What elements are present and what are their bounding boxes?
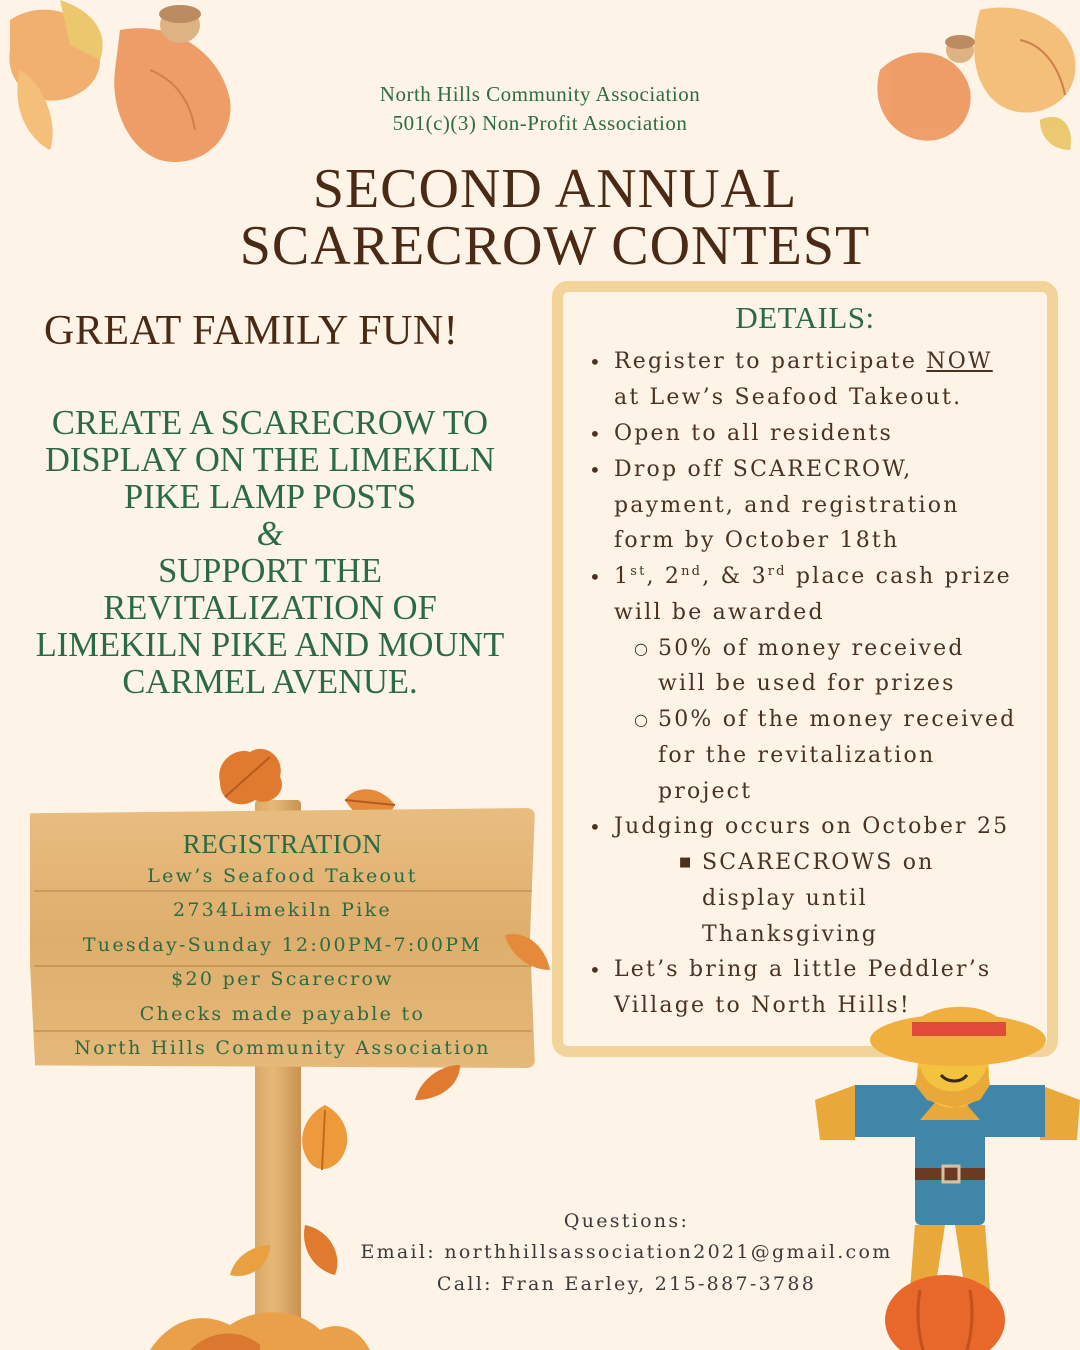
create-line: CREATE A SCARECROW TO xyxy=(51,404,489,442)
bullet-dot: • xyxy=(589,350,603,374)
create-line: SUPPORT THE xyxy=(158,552,382,590)
detail-text: will be used for prizes xyxy=(658,671,956,696)
organization-type: 501(c)(3) Non-Profit Association xyxy=(392,111,688,135)
create-line: DISPLAY ON THE LIMEKILN xyxy=(44,441,496,479)
tagline: GREAT FAMILY FUN! xyxy=(44,308,459,354)
oak-leaf-icon xyxy=(290,1100,360,1175)
subdetail-revitalization: 50% of the money received xyxy=(658,707,1017,732)
square-bullet: ■ xyxy=(679,855,694,870)
detail-peddlers: Let’s bring a little Peddler’s xyxy=(614,957,992,982)
subdetail-prizes: 50% of money received xyxy=(658,636,965,661)
now-underlined: NOW xyxy=(926,349,993,374)
detail-text: at Lew’s Seafood Takeout. xyxy=(614,385,963,410)
detail-text: payment, and registration xyxy=(614,493,960,518)
circle-bullet: ○ xyxy=(634,639,651,658)
leaf-pile xyxy=(150,1300,370,1350)
registration-heading: REGISTRATION xyxy=(182,829,383,859)
detail-text: form by October 18th xyxy=(614,528,900,553)
create-line: PIKE LAMP POSTS xyxy=(123,478,417,516)
detail-text: , 2 xyxy=(646,564,682,589)
subdetail-display: SCARECROWS on xyxy=(702,850,935,875)
bullet-dot: • xyxy=(589,958,603,982)
detail-dropoff: Drop off SCARECROW, xyxy=(614,457,913,482)
ordinal-suffix: nd xyxy=(681,564,703,579)
registration-payee: North Hills Community Association xyxy=(74,1037,491,1059)
detail-text: 1 xyxy=(614,564,631,589)
registration-fee: $20 per Scarecrow xyxy=(171,968,394,990)
contact-phone: Call: Fran Earley, 215-887-3788 xyxy=(436,1273,817,1295)
oak-leaf-icon xyxy=(410,1060,465,1105)
detail-register xyxy=(614,344,993,380)
detail-open: Open to all residents xyxy=(614,421,894,446)
registration-address: 2734Limekiln Pike xyxy=(173,899,392,921)
bullet-dot: • xyxy=(589,565,603,589)
registration-hours: Tuesday-Sunday 12:00PM-7:00PM xyxy=(82,934,483,956)
title-line-2: SCARECROW CONTEST xyxy=(239,215,871,277)
bullet-dot: • xyxy=(589,458,603,482)
detail-text: will be awarded xyxy=(614,600,825,625)
title-line-1: SECOND ANNUAL xyxy=(312,158,798,220)
detail-text: for the revitalization xyxy=(658,743,936,768)
detail-text: display until xyxy=(702,886,868,911)
ampersand: & xyxy=(256,515,284,553)
registration-location: Lew’s Seafood Takeout xyxy=(147,865,418,887)
bullet-dot: • xyxy=(589,422,603,446)
detail-prizes xyxy=(614,559,1012,595)
details-heading: DETAILS: xyxy=(735,300,875,335)
oak-leaf-icon xyxy=(210,742,290,812)
detail-text: Thanksgiving xyxy=(702,922,878,947)
create-line: CARMEL AVENUE. xyxy=(122,663,418,701)
create-line: LIMEKILN PIKE AND MOUNT xyxy=(35,626,505,664)
questions-label: Questions: xyxy=(563,1210,690,1232)
detail-judging: Judging occurs on October 25 xyxy=(614,814,1010,839)
detail-text: Register to participate xyxy=(614,349,927,374)
create-scarecrow-message xyxy=(20,405,520,701)
oak-leaf-icon xyxy=(500,925,555,975)
detail-text: , & 3 xyxy=(702,564,768,589)
organization-name: North Hills Community Association xyxy=(379,82,701,106)
detail-text: Village to North Hills! xyxy=(614,993,911,1018)
ordinal-suffix: rd xyxy=(767,564,787,579)
ordinal-suffix: st xyxy=(630,564,647,579)
autumn-leaves-top-right xyxy=(860,0,1080,160)
detail-text: project xyxy=(658,779,753,804)
scarecrow-illustration xyxy=(815,990,1080,1350)
circle-bullet: ○ xyxy=(634,710,651,729)
registration-checks: Checks made payable to xyxy=(139,1003,426,1025)
create-line: REVITALIZATION OF xyxy=(103,589,437,627)
detail-text: place cash prize xyxy=(786,564,1012,589)
contact-email: Email: northhillsassociation2021@gmail.com xyxy=(360,1241,893,1263)
bullet-dot: • xyxy=(589,815,603,839)
